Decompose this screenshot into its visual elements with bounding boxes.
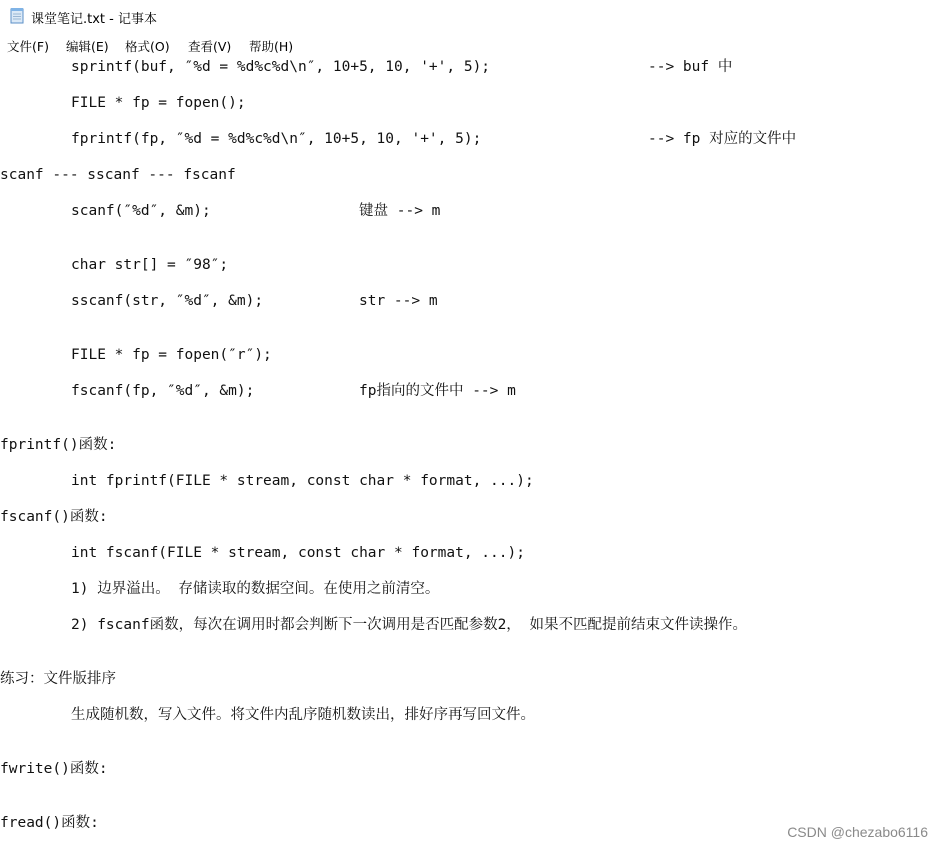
menu-view[interactable]: 查看(V) [188, 39, 232, 54]
text-line: fwrite()函数: [0, 761, 108, 777]
text-line: int fprintf(FILE * stream, const char * format, ...); [71, 473, 534, 489]
text-line: fscanf()函数: [0, 509, 108, 525]
menu-bar [0, 33, 942, 55]
notepad-icon [9, 7, 25, 24]
menu-help[interactable]: 帮助(H) [249, 39, 294, 54]
text-line-note: 键盘 --> m [359, 203, 441, 219]
text-line: scanf(″%d″, &m); [71, 203, 211, 219]
window-title: 课堂笔记.txt - 记事本 [31, 12, 157, 27]
menu-edit[interactable]: 编辑(E) [66, 39, 109, 54]
text-line: 生成随机数，写入文件。将文件内乱序随机数读出，排好序再写回文件。 [71, 707, 535, 723]
text-line-note: str --> m [359, 293, 438, 309]
text-line: int fscanf(FILE * stream, const char * format, ...); [71, 545, 525, 561]
text-line: sprintf(buf, ″%d = %d%c%d\n″, 10+5, 10, '+', 5); [71, 59, 491, 75]
text-line: 练习：文件版排序 [0, 671, 116, 687]
text-line: FILE * fp = fopen(″r″); [71, 347, 272, 363]
text-line: scanf --- sscanf --- fscanf [0, 167, 236, 183]
text-editor[interactable] [0, 55, 942, 846]
text-line: fprintf()函数: [0, 437, 117, 453]
text-line-note: --> fp 对应的文件中 [648, 131, 797, 147]
text-line: fprintf(fp, ″%d = %d%c%d\n″, 10+5, 10, '+', 5); [71, 131, 482, 147]
text-line: 2) fscanf函数，每次在调用时都会判断下一次调用是否匹配参数2， 如果不匹配提前结束文件读操作。 [71, 617, 748, 633]
text-line: fscanf(fp, ″%d″, &m); [71, 383, 255, 399]
menu-file[interactable]: 文件(F) [7, 39, 49, 54]
text-line: FILE * fp = fopen(); [71, 95, 246, 111]
text-line: char str[] = ″98″; [71, 257, 229, 273]
watermark: CSDN @chezabo6116 [787, 824, 928, 840]
text-line: 1) 边界溢出。 存储读取的数据空间。在使用之前清空。 [71, 581, 440, 597]
text-line-note: --> buf 中 [648, 59, 733, 75]
title-bar [0, 0, 942, 32]
text-line: fread()函数: [0, 815, 99, 831]
text-line-note: fp指向的文件中 --> m [359, 383, 516, 399]
text-line: sscanf(str, ″%d″, &m); [71, 293, 264, 309]
menu-format[interactable]: 格式(O) [125, 39, 170, 54]
